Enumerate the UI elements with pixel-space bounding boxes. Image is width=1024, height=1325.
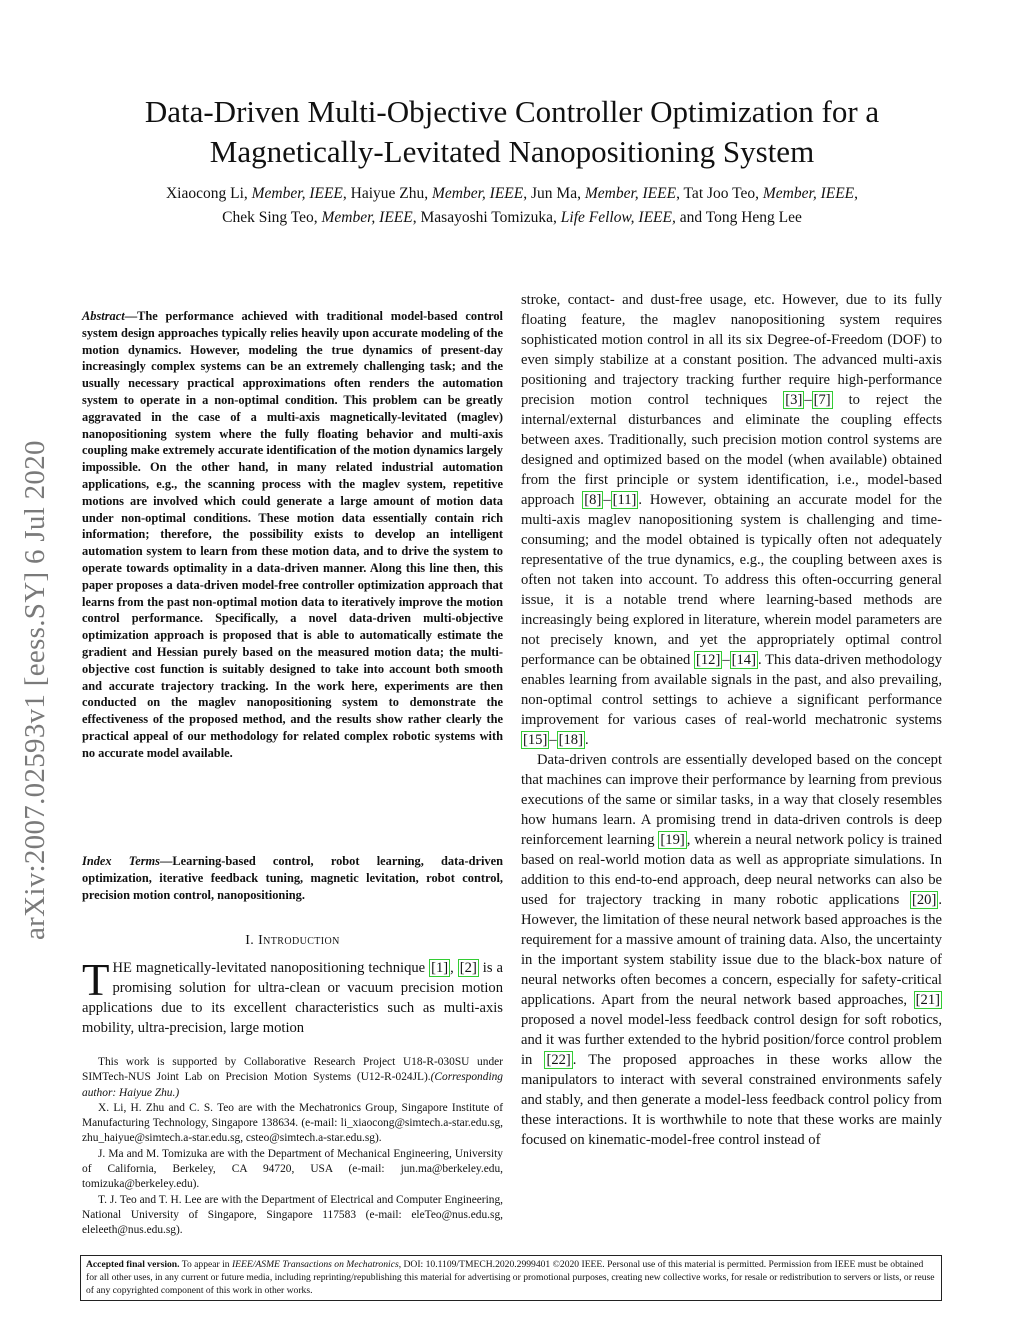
citation-link[interactable]: [3] xyxy=(785,392,803,408)
author-line-2 xyxy=(70,206,954,230)
text-run: – xyxy=(722,652,730,668)
citation-link[interactable]: [14] xyxy=(731,652,756,668)
footnote xyxy=(82,1101,503,1147)
citation-link[interactable]: [7] xyxy=(813,392,831,408)
footnote xyxy=(82,1193,503,1239)
citation-link[interactable]: [12] xyxy=(696,652,721,668)
citation-link[interactable]: [19] xyxy=(660,832,685,848)
notice-text-pre: To appear in xyxy=(179,1259,232,1270)
citation-link[interactable]: [20] xyxy=(912,892,937,908)
text-run: . The proposed approaches in these works allow the manipulators to interact with several constrained environments safely and stably, and then generate a model-less feedback control policy from these interactions. It is worthwhile to note that these works are mainly focused on kinematic-model-free control instead of xyxy=(521,1052,942,1148)
paper-title xyxy=(80,92,944,172)
right-column-text xyxy=(521,290,942,1150)
index-terms-text: —Learning-based control, robot learning, data-driven optimization, iterative feedback tuning, magnetic levitation, robot control, precision motion control, nanopositioning. xyxy=(82,854,503,902)
notice-label: Accepted final version. xyxy=(86,1259,180,1270)
text-run: . This data-driven methodology enables learning from available signals in the past, and also prevailing, non-optimal control settings to achieve a significant performance improvement for various cases of real-world mechatronic systems xyxy=(521,652,942,728)
author-membership: Member, IEEE xyxy=(251,185,343,202)
drop-cap: T xyxy=(82,955,110,1005)
text-run: – xyxy=(549,732,557,748)
copyright-notice xyxy=(80,1255,942,1301)
index-terms xyxy=(82,853,503,903)
text-run: X. Li, H. Zhu and C. S. Teo are with the Mechatronics Group, Singapore Institute of Manufacturing Technology, Singapore 138634. (e-mail: li_xiaocong@simtech.a-star.edu.sg, zhu_haiyue@simtech.a-star.edu.sg, csteo@simtech.a-star.edu.sg). xyxy=(82,1101,503,1145)
arxiv-identifier: arXiv:2007.02593v1 [eess.SY] 6 Jul 2020 xyxy=(19,440,51,940)
citation-link[interactable]: [15] xyxy=(523,732,548,748)
citation-link[interactable]: [8] xyxy=(584,492,602,508)
author-name: and Tong Heng Lee xyxy=(675,209,802,226)
text-run: Data-driven controls are essentially developed based on the concept that machines can improve their performance by learning from previous executions of the same or similar tasks, in a way that closely resembles how humans learn. A promising trend in data-driven controls is deep reinforcement learning xyxy=(521,752,942,848)
author-name: , Haiyue Zhu, xyxy=(342,185,432,202)
text-run: to reject the internal/external disturbances and eliminate the coupling effects between axes. Traditionally, such precision motion control systems are designed and optimized based on the model (when available) obtained from the first principle or system identification, i.e., model-based approach xyxy=(521,392,943,508)
index-terms-label: Index Terms xyxy=(82,854,161,868)
author-membership: Member, IEEE xyxy=(584,185,677,202)
author-name: , Tat Joo Teo, xyxy=(676,185,763,202)
text-run: This work is supported by Collaborative Research Project U18-R-030SU under SIMTech-NUS Joint Lab on Precision Motion Systems (U12-R-024JL). xyxy=(82,1056,503,1084)
title-line-1: Data-Driven Multi-Objective Controller Optimization for a xyxy=(144,94,880,129)
author-line-1 xyxy=(70,182,954,206)
citation-link[interactable]: [18] xyxy=(558,732,583,748)
footnotes xyxy=(82,1055,503,1239)
notice-journal: IEEE/ASME Transactions on Mechatronics xyxy=(231,1259,399,1270)
author-list xyxy=(70,182,954,230)
text-run: – xyxy=(804,392,812,408)
text-run: . However, the limitation of these neural network based approaches is the requirement for a massive amount of training data. Also, the uncertainty in the important system stability issue due to the black-box nature of neural networks often becomes a concern, especially for safety-critical applications. Apart from the neural network based approaches, xyxy=(521,892,942,1008)
author-membership: Life Fellow, IEEE, xyxy=(560,209,676,226)
author-name: , Jun Ma, xyxy=(523,185,585,202)
text-run: J. Ma and M. Tomizuka are with the Department of Mechanical Engineering, University of California, Berkeley, CA 94720, USA (e-mail: jun.ma@berkeley.edu, tomizuka@berkeley.edu). xyxy=(82,1147,503,1191)
intro-paragraph xyxy=(82,955,503,1036)
introduction-opening xyxy=(82,955,503,1038)
italic-text: (Corresponding author: Haiyue Zhu.) xyxy=(82,1071,503,1099)
author-name: , xyxy=(854,185,859,202)
citation-link[interactable]: [22] xyxy=(546,1052,571,1068)
citation-link[interactable]: [1] xyxy=(431,960,449,976)
text-run: . However, obtaining an accurate model for the multi-axis maglev nanopositioning system is challenging and time-consuming; and the model obtained is typically often not adequately representative of the true dynamics, e.g., the coupling between axes is often not taken into account. To address this often-occurring general issue, it is a notable trend where learning-based methods are increasingly being explored in literature, wherein model parameters are not precisely known, and yet the appropriately optimal control performance can be obtained xyxy=(521,492,942,668)
author-membership: Member, IEEE xyxy=(321,209,413,226)
section-heading-introduction: I. Introduction xyxy=(245,933,340,948)
body-paragraph xyxy=(521,290,942,750)
citation-link[interactable]: [21] xyxy=(915,992,940,1008)
abstract-text: —The performance achieved with traditional model-based control system design approaches typically relies heavily upon accurate modeling of the motion dynamics. However, modeling the true dynamics of present-day increasingly complex systems can be an extremely challenging task; and the usually necessary practical approximations often renders the automation system to operate in a non-optimal condition. This problem can be greatly aggravated in the case of a multi-axis magnetically-levitated (maglev) nanopositioning system where the fully floating behavior and multi-axis coupling make extremely accurate identification of the motion dynamics largely impossible. On the other hand, in many related industrial automation applications, e.g., the scanning process with the maglev system, repetitive motions are involved which could generate a large amount of motion data under non-optimal conditions. These motion data essentially contain rich information; therefore, the possibility exists to develop an intelligent automation system to learn from these motion data, and to drive the system to operate towards optimality in a data-driven manner. Along this line then, this paper proposes a data-driven model-free controller optimization approach that learns from the past non-optimal motion data to iteratively improve the motion control performance. Specifically, a novel data-driven multi-objective optimization approach is proposed that is able to automatically estimate the gradient and Hessian purely based on the measured motion data; the multi-objective cost function is suitably designed to take into account both smooth and accurate trajectory tracking. In the work here, experiments are then conducted on the maglev nanopositioning system to demonstrate the effectiveness of the proposed method, and the results show rather clearly the practical appeal of our methodology for related complex robotic systems with no accurate model available. xyxy=(82,309,503,760)
author-name: , Masayoshi Tomizuka, xyxy=(412,209,561,226)
author-membership: Member, IEEE xyxy=(762,185,855,202)
footnote xyxy=(82,1055,503,1101)
text-run: proposed a novel model-less feedback control design for soft robotics, and it was further extended to the hybrid position/force control problem in xyxy=(521,1012,942,1068)
text-run: HE magnetically-levitated nanopositioning technique xyxy=(112,960,430,976)
author-membership: Member, IEEE xyxy=(432,185,524,202)
footnote xyxy=(82,1147,503,1193)
citation-link[interactable]: [11] xyxy=(612,492,637,508)
text-run: . xyxy=(584,732,589,748)
text-run: stroke, contact- and dust-free usage, etc. However, due to its fully floating feature, the maglev nanopositioning system requires sophisticated motion control in all its six Degree-of-Freedom (DOF) to even simply stabilize at a constant position. The advanced multi-axis positioning and trajectory tracking further require high-performance precision motion control techniques xyxy=(521,292,942,408)
notice-text-post: , DOI: 10.1109/TMECH.2020.2999401 ©2020 IEEE. Personal use of this material is permitted. Permission from IEEE must be obtained for all other uses, in any current or future media, including reprinting/republishing this material for advertising or promotional purposes, creating new collective works, for resale or redistribution to servers or lists, or reuse of any copyrighted component of this work in other works. xyxy=(86,1259,935,1296)
text-run: , xyxy=(450,960,458,976)
author-name: Xiaocong Li, xyxy=(165,185,252,202)
text-run: T. J. Teo and T. H. Lee are with the Department of Electrical and Computer Engineering, National University of Singapore, Singapore 117583 (e-mail: eleTeo@nus.edu.sg, eleleeth@nus.edu.sg). xyxy=(82,1193,503,1237)
citation-link[interactable]: [2] xyxy=(459,960,477,976)
abstract xyxy=(82,308,503,762)
body-paragraph xyxy=(521,750,942,1150)
text-run: , wherein a neural network policy is trained based on real-world motion data as well as appropriate simulations. In addition to this end-to-end approach, deep neural networks can also be used for trajectory tracking in many robotic applications xyxy=(521,832,942,908)
text-run: – xyxy=(603,492,611,508)
text-run: is a promising solution for ultra-clean or vacuum precision motion applications due to its excellent characteristics such as multi-axis mobility, ultra-precision, large motion xyxy=(82,960,503,1036)
title-line-2: Magnetically-Levitated Nanopositioning System xyxy=(209,134,815,169)
author-name: Chek Sing Teo, xyxy=(222,209,322,226)
abstract-label: Abstract xyxy=(82,309,125,323)
